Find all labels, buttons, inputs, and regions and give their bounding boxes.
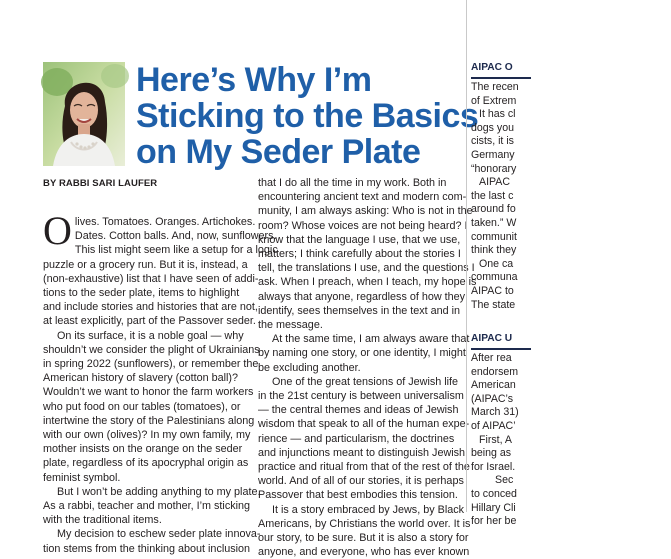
sidebar-line: dogs you (471, 121, 514, 134)
body-line: by naming one story, or one identity, I might (258, 347, 466, 360)
body-line: world. And of all of our stories, it is perhaps (258, 475, 464, 488)
body-line: — the central themes and ideas of Jewish (258, 404, 459, 417)
headline-line: on My Seder Plate (136, 133, 421, 171)
sidebar-line: endorsem (471, 365, 519, 378)
body-line: in spring 2022 (sunflowers), or remember the (43, 358, 259, 371)
article-headline (136, 61, 479, 171)
body-line: One of the great tensions of Jewish life (272, 375, 459, 388)
sidebar-line: AIPAC to (471, 284, 514, 297)
body-line: at least explicitly, part of the Passover seder. (43, 315, 256, 328)
body-line: ask. When I preach, when I teach, my hope is (258, 276, 477, 289)
body-line: the message. (258, 319, 323, 332)
body-line: mother insists on the orange on the seder (43, 443, 243, 456)
body-line: be excluding another. (258, 361, 361, 374)
body-line: shouldn’t we consider the plight of Ukrainians (43, 343, 260, 356)
body-line: (non-exhaustive) list that I have seen of addi- (43, 272, 259, 285)
body-line: anyone, and everyone, who has ever known (258, 546, 470, 559)
sidebar-line: communa (471, 271, 518, 284)
body-line: and injunctions meant to distinguish Jewish (258, 446, 466, 459)
sidebar-heading-rule (471, 348, 531, 350)
sidebar-section-1-text (471, 81, 671, 312)
article-column-2 (258, 176, 477, 559)
drop-cap: O (43, 208, 72, 253)
sidebar-line: March 31) (471, 406, 519, 419)
body-line: practice and ritual from that of the rest of the (258, 461, 470, 474)
sidebar-line: AIPAC (479, 176, 511, 189)
body-line: American history of slavery (cotton ball)? (43, 372, 239, 385)
body-line: that I do all the time in my work. Both in (258, 177, 447, 189)
sidebar-line: around fo (471, 203, 516, 216)
body-line: lives. Tomatoes. Oranges. Artichokes. (74, 216, 256, 228)
byline: BY RABBI SARI LAUFER (43, 178, 158, 189)
body-line: and include stories and histories that are not, (43, 301, 258, 314)
body-line: tions to the seder plate, items to highlight (43, 287, 240, 300)
body-line: always that anyone, regardless of how they (258, 290, 466, 303)
body-line: intertwine the story of the Palestinians along (43, 414, 255, 427)
body-line: know that the language I use, that we use, (258, 233, 461, 246)
sidebar-line: The state (471, 298, 516, 311)
headline-line: Sticking to the Basics (136, 97, 479, 135)
body-line: who put food on our tables (tomatoes), or (43, 400, 241, 413)
sidebar-line: Sec (495, 474, 514, 487)
sidebar-line: First, A (479, 433, 512, 446)
body-line: tion stems from the thinking about inclusion (43, 542, 251, 555)
sidebar-section-2-text (471, 352, 671, 529)
headline-line: Here’s Why I’m (136, 61, 372, 99)
sidebar-line: “honorary (471, 162, 517, 175)
sidebar-line: to conced (471, 487, 517, 500)
sidebar-heading-rule (471, 77, 531, 79)
sidebar-line: of Extrem (471, 94, 517, 107)
body-line: This list might seem like a setup for a logic (74, 244, 278, 257)
body-line: room? Whose voices are not being heard? I (258, 219, 468, 232)
body-line: But I won’t be adding anything to my plate. (57, 485, 261, 498)
body-line: plate, regardless of its apocryphal origin as (43, 457, 249, 470)
body-line: On its surface, it is a noble goal — why (57, 329, 244, 342)
sidebar-heading-2: AIPAC U (471, 333, 513, 344)
sidebar-line: Germany (471, 148, 515, 161)
body-line: Wouldn’t we want to honor the farm workers (43, 386, 254, 399)
sidebar-line: The recen (471, 81, 519, 93)
body-line: with our own (olives)? In my own family, my (43, 429, 251, 442)
author-photo (43, 62, 125, 166)
author-headshot-icon (43, 62, 125, 166)
sidebar-line: American (471, 379, 516, 392)
sidebar-line: (AIPAC’s (471, 392, 513, 405)
body-line: Americans, by Christians the world over. It is (258, 517, 471, 530)
body-line: tell, the translations I use, and the questions I (258, 262, 475, 275)
sidebar-line: It has cl (479, 108, 516, 121)
sidebar-line: think they (471, 244, 517, 257)
sidebar-line: communit (471, 230, 517, 243)
body-line: wisdom that speak to all of the human expe- (258, 418, 470, 431)
body-line: rience — and particularism, the doctrines (258, 432, 455, 445)
sidebar-line: for her be (471, 515, 517, 528)
sidebar-line: taken.” W (471, 216, 517, 229)
body-line: As a rabbi, teacher and mother, I’m sticking (43, 500, 251, 513)
body-line: identify, sees themselves in the text and in (258, 304, 461, 317)
body-line: encountering ancient text and modern com- (258, 191, 467, 204)
body-line: My decision to eschew seder plate innova- (57, 528, 261, 541)
sidebar-line: After rea (471, 352, 512, 364)
body-line: feminist symbol. (43, 471, 121, 484)
body-line: puzzle or a grocery run. But it is, instead, a (43, 258, 248, 271)
article-column-1 (43, 208, 278, 556)
body-line: in the 21st century is between universalism (258, 390, 464, 403)
body-line: Passover that best embodies this tension. (258, 489, 458, 502)
sidebar-line: of AIPAC’ (471, 419, 516, 432)
sidebar-line: Hillary Cli (471, 501, 516, 514)
sidebar-heading-1: AIPAC O (471, 62, 513, 73)
body-line: At the same time, I am always aware that (272, 333, 470, 346)
sidebar-line: the last c (471, 189, 514, 202)
body-line: with the traditional items. (43, 514, 162, 527)
sidebar-line: being as (471, 447, 512, 460)
body-line: It is a story embraced by Jews, by Black (272, 503, 465, 516)
body-line: Dates. Cotton balls. And, now, sunflowers. (74, 230, 277, 243)
body-line: munity, I am always asking: Who is not in the (258, 205, 473, 218)
sidebar-line: for Israel. (471, 460, 516, 473)
body-line: matters; I think carefully about the stories I (258, 248, 461, 261)
sidebar-column (466, 0, 519, 528)
sidebar-line: cists, it is (471, 135, 514, 148)
body-line: our story, to be sure. But it is also a story for (258, 532, 469, 545)
sidebar-line: One ca (479, 257, 514, 270)
